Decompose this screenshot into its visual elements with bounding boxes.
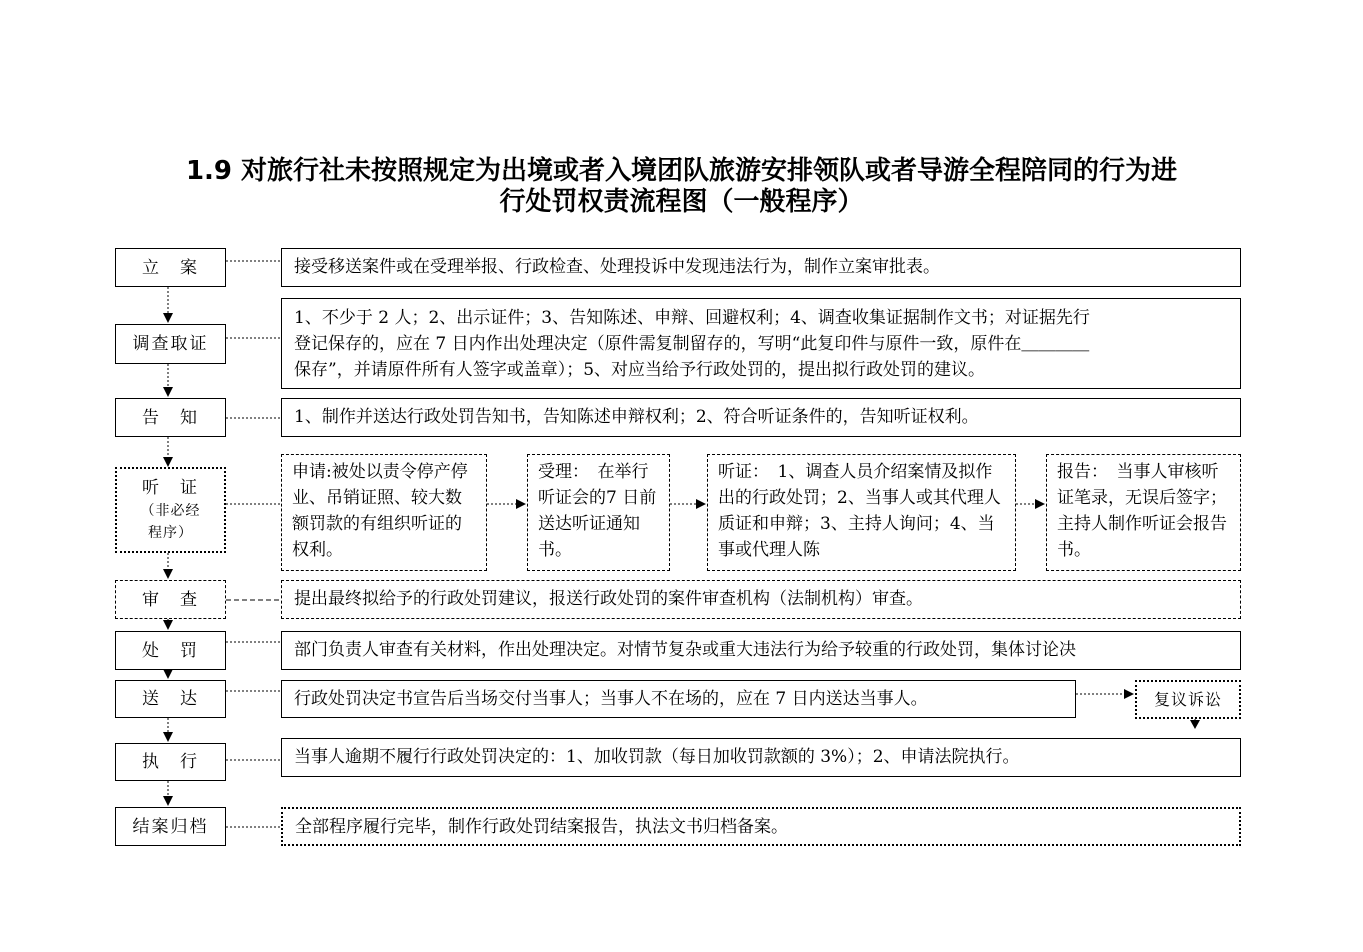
desc-songda: 行政处罚决定书宣告后当场交付当事人；当事人不在场的，应在 7 日内送达当事人。: [281, 680, 1076, 718]
step-chufa: 处 罚: [115, 631, 226, 670]
hearing-application-box: 申请:被处以责令停产停业、吊销证照、较大数额罚款的有组织听证的权利。: [281, 454, 487, 571]
hearing-report-box: 报告： 当事人审核听证笔录，无误后签字；主持人制作听证会报告书。: [1046, 454, 1241, 571]
desc-gaozhi: 1、制作并送达行政处罚告知书，告知陈述申辩权利；2、符合听证条件的，告知听证权利。: [281, 398, 1241, 437]
desc-chufa: 部门负责人审查有关材料，作出处理决定。对情节复杂或重大违法行为给予较重的行政处罚，集体讨论决: [281, 631, 1241, 670]
diagram-title-line1: 1.9 对旅行社未按照规定为出境或者入境团队旅游安排领队或者导游全程陪同的行为进: [185, 156, 1178, 186]
step-diaocha: 调查取证: [115, 324, 226, 364]
step-shencha: 审 查: [115, 580, 226, 619]
step-tingzheng-note2: 程序）: [148, 525, 193, 541]
desc-lian: 接受移送案件或在受理举报、行政检查、处理投诉中发现违法行为，制作立案审批表。: [281, 248, 1241, 287]
step-tingzheng: [115, 467, 226, 553]
step-gaozhi: 告 知: [115, 398, 226, 437]
desc-shencha: 提出最终拟给予的行政处罚建议，报送行政处罚的案件审查机构（法制机构）审查。: [281, 580, 1241, 619]
desc-diaocha: [281, 298, 1241, 389]
step-songda: 送 达: [115, 680, 226, 718]
step-tingzheng-note1: （非必经: [140, 503, 201, 519]
fuyi-susong-box: 复议诉讼: [1135, 680, 1241, 719]
hearing-acceptance-box: 受理： 在举行听证会的7 日前送达听证通知书。: [527, 454, 670, 571]
desc-diaocha-line2: 登记保存的，应在 7 日内作出处理决定（原件需复制留存的，写明“此复印件与原件一致，原件在＿＿＿＿: [294, 334, 1090, 354]
hearing-process-box: 听证： 1、调查人员介绍案情及拟作出的行政处罚；2、当事人或其代理人质证和申辩；3、主持人询问；4、当事或代理人陈: [707, 454, 1016, 571]
step-zhixing: 执 行: [115, 743, 226, 781]
step-tingzheng-label: 听 证: [142, 478, 199, 498]
step-jiean: 结案归档: [115, 807, 226, 846]
step-lian: 立 案: [115, 248, 226, 287]
diagram-title-line2: 行处罚权责流程图（一般程序）: [499, 187, 864, 217]
desc-zhixing: 当事人逾期不履行行政处罚决定的：1、加收罚款（每日加收罚款额的 3%）；2、申请法院执行。: [281, 738, 1241, 777]
desc-diaocha-line3: 保存”，并请原件所有人签字或盖章）；5、对应当给予行政处罚的，提出拟行政处罚的建议。: [294, 360, 986, 380]
desc-diaocha-line1: 1、不少于 2 人；2、出示证件；3、告知陈述、申辩、回避权利；4、调查收集证据制作文书；对证据先行: [294, 308, 1090, 328]
desc-jiean: 全部程序履行完毕，制作行政处罚结案报告，执法文书归档备案。: [281, 807, 1241, 846]
fuyi-down-arrow: [1190, 720, 1200, 729]
